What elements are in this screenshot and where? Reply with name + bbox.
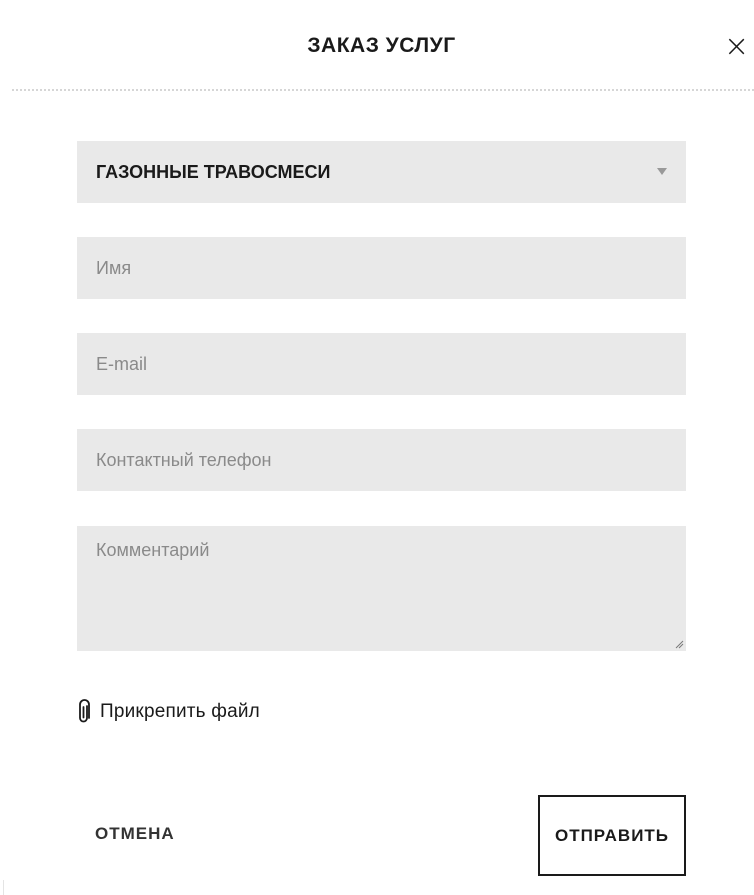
comment-placeholder: Комментарий <box>96 540 210 560</box>
phone-placeholder: Контактный телефон <box>96 450 272 470</box>
service-select-value: ГАЗОННЫЕ ТРАВОСМЕСИ <box>96 162 331 182</box>
email-placeholder: E-mail <box>96 354 148 374</box>
service-select[interactable] <box>77 141 686 203</box>
email-input[interactable] <box>77 333 686 395</box>
phone-input[interactable] <box>77 429 686 491</box>
name-input[interactable] <box>77 237 686 299</box>
chevron-down-icon <box>657 168 667 175</box>
header-divider <box>12 89 754 91</box>
edge-divider <box>3 880 4 895</box>
comment-textarea[interactable] <box>77 526 686 651</box>
paperclip-icon <box>76 699 92 725</box>
close-icon[interactable]: × <box>724 29 750 64</box>
attach-file-label: Прикрепить файл <box>100 701 260 722</box>
cancel-button[interactable]: ОТМЕНА <box>95 824 175 843</box>
submit-button[interactable]: ОТПРАВИТЬ <box>538 795 686 876</box>
resize-handle-icon[interactable] <box>674 639 684 649</box>
name-placeholder: Имя <box>96 258 132 278</box>
modal-title: ЗАКАЗ УСЛУГ <box>307 34 456 57</box>
attach-file-button[interactable] <box>76 698 260 726</box>
